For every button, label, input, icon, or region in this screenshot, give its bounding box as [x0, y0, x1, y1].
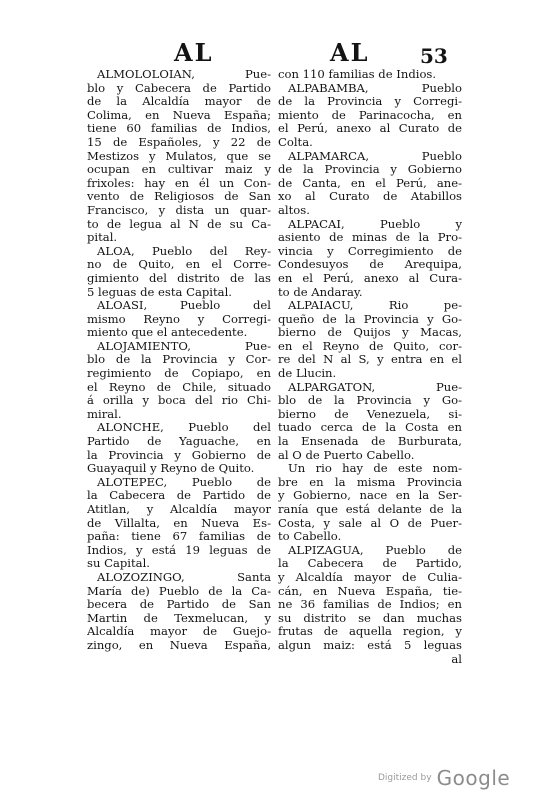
text-line: ranía que está delante de la — [278, 503, 462, 516]
text-line: pital. — [87, 231, 118, 245]
text-line: ALONCHE, Pueblo del — [97, 421, 271, 435]
text-line: to de legua al N de su Ca- — [87, 217, 271, 231]
text-line: María de) Pueblo de la Ca- — [87, 584, 271, 598]
right-text-column — [278, 68, 462, 666]
text-line: to de Andaray. — [278, 285, 363, 299]
text-line: en el Perú, anexo al Cura- — [278, 271, 462, 285]
text-line: Colima, en Nueva España; — [87, 108, 271, 122]
text-line: en el Reyno de Quito, cor- — [278, 339, 462, 353]
page-number: 53 — [420, 44, 448, 68]
header-left-guideword: AL — [174, 38, 214, 67]
text-line: la Cabecera de Partido de — [87, 489, 271, 503]
text-line: Partido de Yaguache, en — [87, 435, 271, 449]
text-line: la Provincia y Gobierno de — [87, 448, 271, 462]
text-line: miento de Parinacocha, en — [278, 108, 462, 122]
text-line: ALMOLOLOIAN, Pue- — [97, 68, 271, 81]
text-line: regimiento de Copiapo, en — [87, 367, 271, 381]
digitized-watermark — [378, 766, 510, 790]
text-line: ALOA, Pueblo del Rey- — [97, 244, 271, 258]
text-line: gimiento del distrito de las — [87, 271, 271, 285]
text-line: Colta. — [278, 135, 313, 149]
text-line: vincia y Corregimiento de — [278, 244, 462, 258]
text-line: Atitlan, y Alcaldía mayor — [87, 503, 271, 516]
text-line: la Cabecera de Partido, — [278, 557, 462, 571]
text-line: Mestizos y Mulatos, que se — [87, 149, 271, 163]
text-line: con 110 familias de Indios. — [278, 68, 437, 81]
text-line: su Capital. — [87, 557, 150, 571]
text-line: miral. — [87, 407, 122, 421]
text-line: becera de Partido de San — [87, 598, 271, 612]
text-line: frutas de aquella region, y — [278, 625, 462, 639]
text-line: no de Quito, en el Corre- — [87, 258, 271, 272]
text-line: bierno de Venezuela, si- — [278, 407, 462, 421]
text-line: de la Alcaldía mayor de — [87, 95, 271, 109]
text-line: ALPAMARCA, Pueblo — [288, 149, 462, 163]
text-line: ALOTEPEC, Pueblo de — [97, 475, 271, 489]
text-line: ALOASI, Pueblo del — [97, 299, 271, 313]
text-line: tuado cerca de la Costa en — [278, 421, 462, 435]
text-line: ne 36 familias de Indios; en — [278, 598, 462, 612]
text-line: re del N al S, y entra en el — [278, 353, 462, 367]
text-line: su distrito se dan muchas — [278, 611, 462, 625]
text-line: Francisco, y dista un quar- — [87, 203, 271, 217]
running-header — [0, 38, 539, 70]
text-line: blo de la Provincia y Go- — [278, 394, 462, 408]
text-line: ALPARGATON, Pue- — [288, 380, 462, 394]
text-line: xo al Curato de Atabillos — [278, 190, 462, 204]
text-line: al — [451, 652, 462, 666]
text-line: al O de Puerto Cabello. — [278, 448, 415, 462]
text-line: to Cabello. — [278, 530, 342, 544]
text-line: ALPAIACU, Rio pe- — [288, 299, 462, 313]
digitized-by-label: Digitized by — [378, 773, 432, 783]
text-line: de Llucin. — [278, 367, 337, 381]
text-line: Guayaquil y Reyno de Quito. — [87, 462, 255, 476]
text-line: el Perú, anexo al Curato de — [278, 122, 462, 136]
text-line: Martin de Texmelucan, y — [87, 611, 271, 625]
left-text-column — [87, 68, 271, 653]
text-line: bre en la misma Provincia — [278, 475, 462, 489]
text-line: vento de Religiosos de San — [87, 190, 271, 204]
text-line: de Canta, en el Perú, ane- — [278, 176, 462, 190]
text-line: ocupan en cultivar maiz y — [87, 163, 271, 177]
text-line: 5 leguas de esta Capital. — [87, 285, 232, 299]
text-line: Costa, y sale al O de Puer- — [278, 516, 462, 530]
google-logo: Google — [436, 766, 511, 790]
text-line: ALOZOZINGO, Santa — [97, 570, 271, 584]
text-line: blo y Cabecera de Partido — [87, 81, 271, 95]
text-line: ALPIZAGUA, Pueblo de — [288, 543, 462, 557]
text-line: Condesuyos de Arequipa, — [278, 258, 462, 272]
text-line: cán, en Nueva España, tie- — [278, 584, 462, 598]
text-line: queño de la Provincia y Go- — [278, 312, 462, 326]
text-line: ALPABAMBA, Pueblo — [288, 81, 462, 95]
text-line: bierno de Quijos y Macas, — [278, 326, 462, 340]
text-line: el Reyno de Chile, situado — [87, 380, 271, 394]
header-right-guideword: AL — [330, 38, 370, 67]
text-line: á orilla y boca del rio Chi- — [87, 394, 271, 408]
text-line: Indios, y está 19 leguas de — [87, 543, 271, 557]
text-line: miento que el antecedente. — [87, 326, 248, 340]
text-line: Un rio hay de este nom- — [288, 462, 462, 476]
text-line: asiento de minas de la Pro- — [278, 231, 462, 245]
text-line: zingo, en Nueva España, — [87, 638, 271, 652]
text-line: y Gobierno, nace en la Ser- — [278, 489, 462, 503]
text-line: altos. — [278, 203, 310, 217]
text-line: la Ensenada de Burburata, — [278, 435, 462, 449]
text-line: de la Provincia y Corregi- — [278, 95, 462, 109]
text-line: de la Provincia y Gobierno — [278, 163, 462, 177]
text-line: tiene 60 familias de Indios, — [87, 122, 271, 136]
text-line: paña: tiene 67 familias de — [87, 530, 271, 544]
footer — [0, 758, 539, 788]
text-line: blo de la Provincia y Cor- — [87, 353, 271, 367]
text-line: Alcaldía mayor de Guejo- — [87, 625, 271, 639]
text-line: ALOJAMIENTO, Pue- — [97, 339, 271, 353]
text-line: 15 de Españoles, y 22 de — [87, 135, 271, 149]
text-line: frixoles: hay en él un Con- — [87, 176, 271, 190]
text-line: y Alcaldía mayor de Culia- — [278, 570, 462, 584]
text-line: mismo Reyno y Corregi- — [87, 312, 271, 326]
text-line: ALPACAI, Pueblo y — [288, 217, 462, 231]
text-line: algun maiz: está 5 leguas — [278, 638, 462, 652]
text-line: de Villalta, en Nueva Es- — [87, 516, 271, 530]
